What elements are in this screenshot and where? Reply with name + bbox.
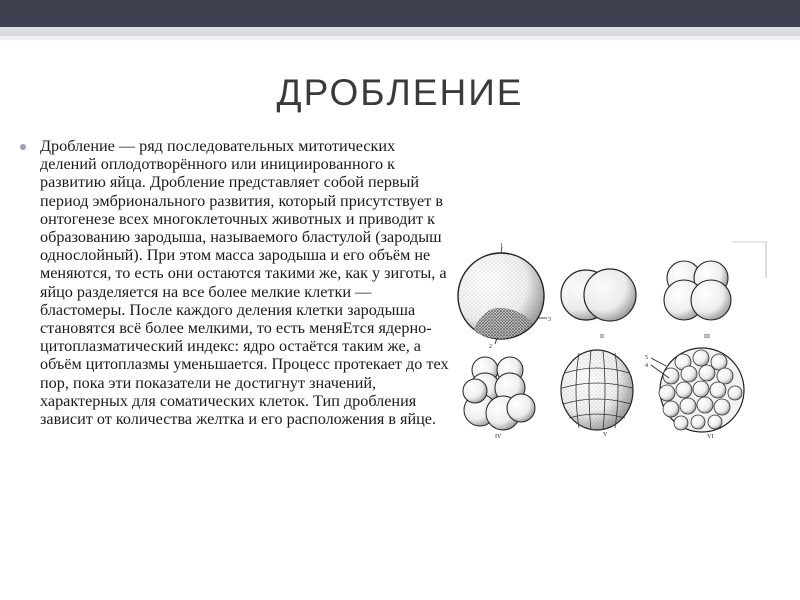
top-strip (0, 27, 800, 36)
label-iii: III (704, 334, 710, 340)
top-bar (0, 0, 800, 27)
label-1: 1 (500, 243, 503, 249)
label-4: 4 (645, 363, 648, 369)
body-paragraph: Дробление — ряд последовательных митотических делений оплодотворённого или инициированного к развитию яйца. Дробление представляет собой первый период эмбрионального развития, который присутствует в онтогенезе всех многоклеточных животных и приводит к образованию зародыша, называемого бластулой (зародыш однослойный). При этом масса зародыша и его объём не меняются, то есть они остаются такими же, как у зиготы, а яйцо разделяется на все более мелкие клетки — бластомеры. После каждого деления клетки зародыша становятся всё более мелкими, то есть меняЕтся ядерно-цитоплазматический индекс: ядро остаётся таким же, а объём цитоплазмы уменьшается. Процесс протекает до тех пор, пока эти показатели не достигнут значений, характерных для соматических клеток. Тип дробления зависит от количества желтка и его расположения в яйце. (40, 137, 449, 429)
stage-2-two-cells (561, 265, 636, 325)
label-3: 3 (548, 317, 551, 323)
stage-5-morula (561, 350, 633, 430)
cleavage-illustration (455, 238, 767, 438)
label-5: 5 (645, 355, 648, 361)
stage-3-four-cells (664, 261, 731, 320)
label-ii: II (600, 334, 604, 340)
label-2: 2 (489, 344, 492, 350)
label-vi: VI (707, 434, 714, 438)
slide-title: ДРОБЛЕНИЕ (276, 72, 524, 113)
stage-6-blastula (651, 348, 744, 432)
cleavage-stages-figure (455, 238, 767, 438)
label-v: V (603, 432, 608, 438)
slide-body (20, 137, 450, 428)
stage-4-eight-cells (463, 357, 535, 430)
bullet-icon (20, 144, 26, 150)
stage-1-zygote (458, 247, 547, 344)
top-strip-light (0, 36, 800, 40)
label-iv: IV (495, 434, 502, 438)
